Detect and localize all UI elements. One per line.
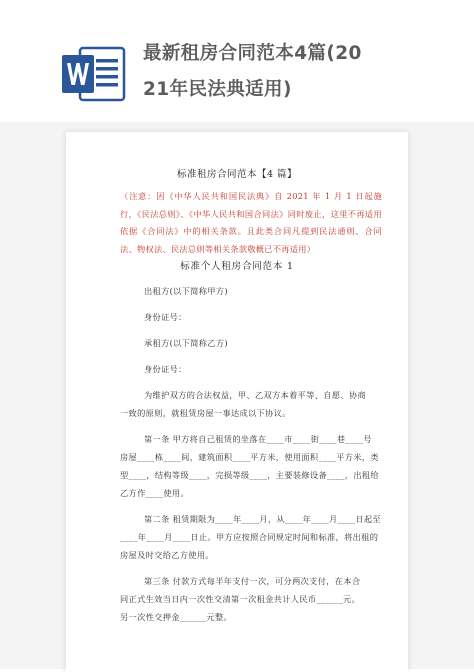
contract-line: 第三条 付款方式每半年支付一次，可分两次支付，在本合 <box>144 576 361 586</box>
paragraph-gap <box>120 422 386 430</box>
contract-line: 身份证号： <box>144 312 187 322</box>
contract-line: 承租方(以下简称乙方) <box>144 338 228 348</box>
paragraph-gap <box>120 326 386 334</box>
page-heading: 标准租房合同范本【4 篇】 <box>176 169 298 180</box>
document-title <box>143 36 463 108</box>
document-title-line-2: 21年民法典适用) <box>143 79 292 100</box>
word-document-icon <box>62 46 126 102</box>
contract-line: 房屋及时交给乙方使用。 <box>120 550 214 560</box>
contract-line: 乙方作____使用。 <box>120 488 190 498</box>
contract-line: 另一次性交押金______元整。 <box>120 612 233 622</box>
paragraph-gap <box>120 502 386 510</box>
paragraph-gap <box>120 352 386 360</box>
paragraph-gap <box>120 564 386 572</box>
contract-line: 出租方(以下简称甲方) <box>144 286 228 296</box>
contract-line: 为维护双方的合法权益，甲、乙双方本着平等、自愿、协商 <box>144 390 366 400</box>
contract-line: 同正式生效当日内一次性交清第一次租金共计人民币______元。 <box>120 594 361 604</box>
contract-line: 型____，结构等级____，完损等级____，主要装修设备____，出租给 <box>120 470 379 480</box>
document-page <box>66 132 408 672</box>
contract-line: 第二条 租赁期限为____年____月，从____年____月____日起至 <box>144 514 381 524</box>
contract-title: 标准个人租房合同范本 1 <box>180 261 294 272</box>
contract-line: 身份证号： <box>144 364 187 374</box>
paragraph-gap <box>120 378 386 386</box>
document-header <box>0 0 474 140</box>
document-title-line-1: 最新租房合同范本4篇(20 <box>143 43 362 64</box>
contract-line: 房屋____栋____间，建筑面积____平方米，使用面积____平方米，类 <box>120 452 379 462</box>
contract-body <box>120 282 386 626</box>
paragraph-gap <box>120 300 386 308</box>
contract-line: ____年____月____日止。甲方应按照合同规定时间和标准，将出租的 <box>120 532 379 542</box>
legal-note: （注意：因《中华人民共和国民法典》自 2021 年 1 月 1 日起施行，《民法总则》、《中华人民共和国合同法》同时废止，这里不再适用依据《合同法》中的相关条款。且此类合同凡提到民法通则、合同法、物权法、民法总则等相关条款敬概已不再适用） <box>120 191 382 254</box>
contract-line: 第一条 甲方将自己租赁的坐落在____市____街____巷____号 <box>144 434 372 444</box>
contract-line: 一致的原则，就租赁房屋一事达成以下协议。 <box>120 408 291 418</box>
